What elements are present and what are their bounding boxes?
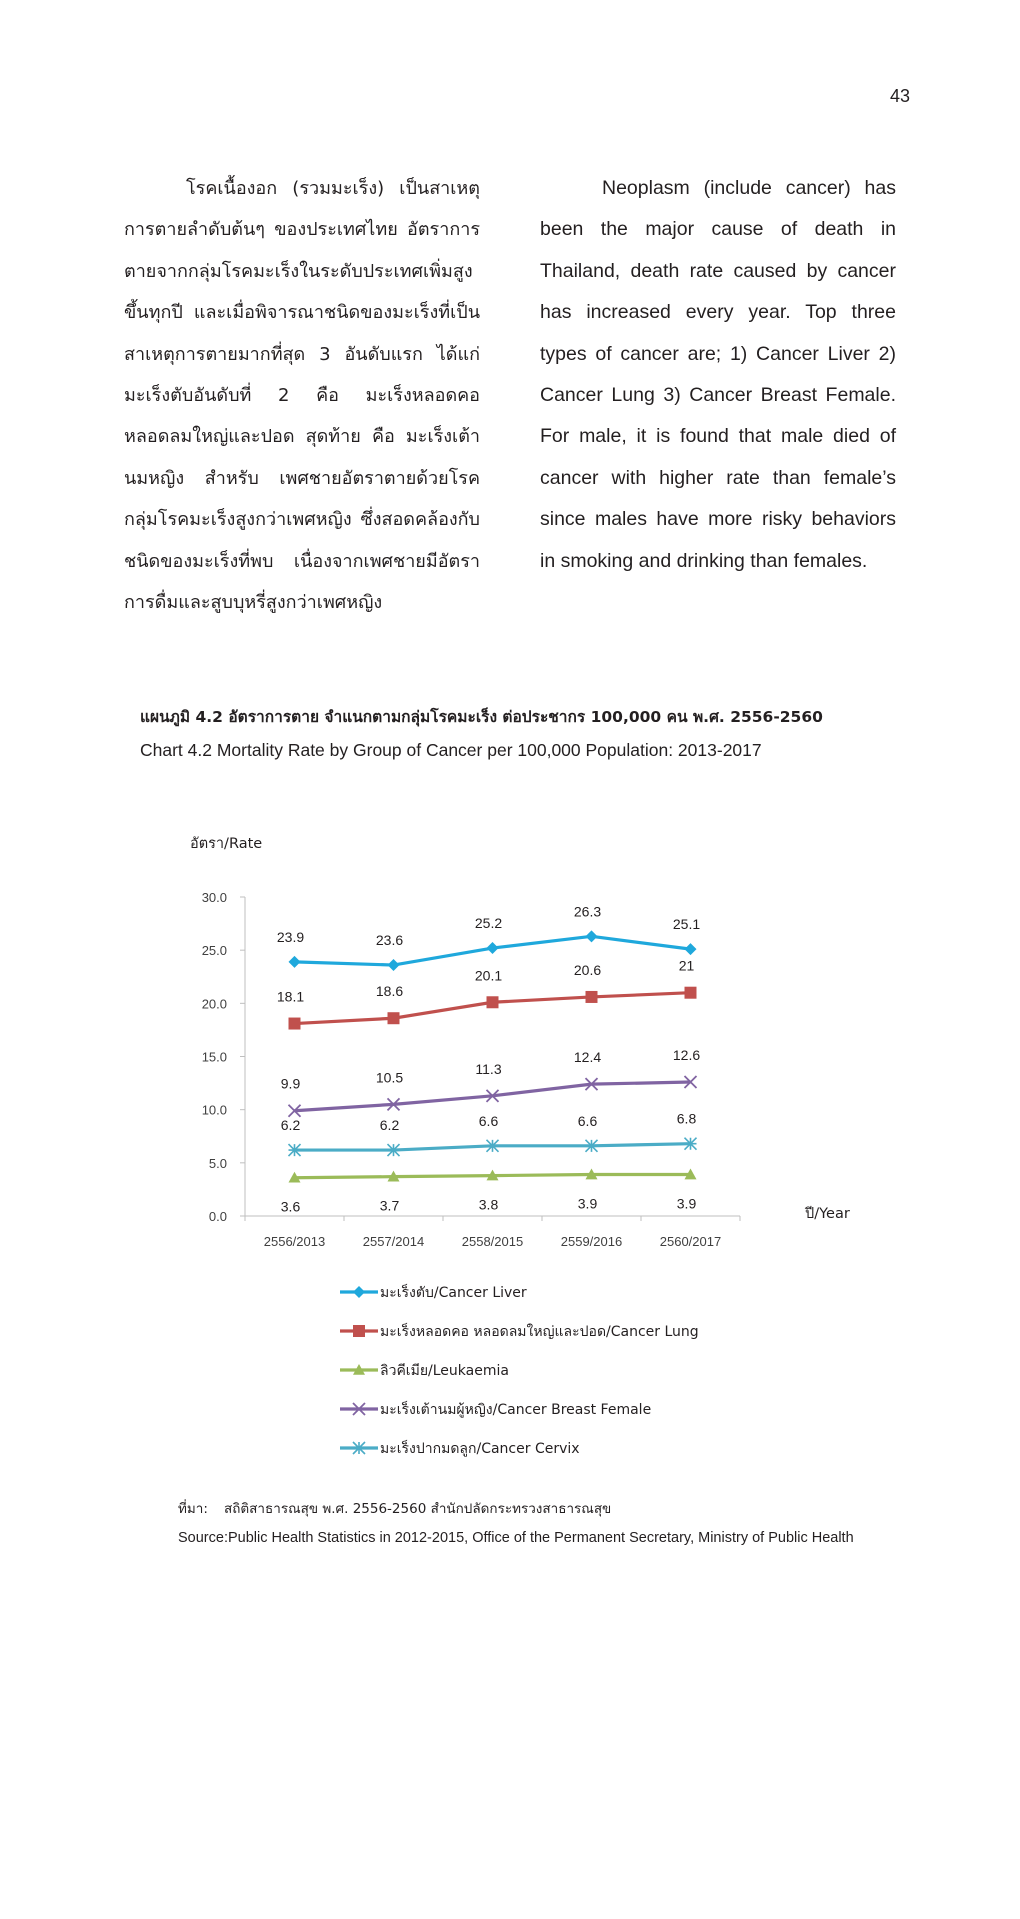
data-point-0-3 xyxy=(586,930,598,942)
legend-marker-1 xyxy=(353,1325,365,1337)
y-tick-label: 10.0 xyxy=(201,1102,227,1118)
english-paragraph: Neoplasm (include cancer) has been the major cause of death in Thailand, death rate caused by cancer has increased every year. Top three types of cancer are; 1) Cancer Liver 2) Cancer Lung 3) Cancer Breast Female. For male, it is found that male died of cancer with higher rate than female’s since males have more risky behaviors in smoking and drinking than females. xyxy=(540,177,896,572)
data-label-0-3: 26.3 xyxy=(573,903,602,920)
y-axis-title: อัตรา/Rate xyxy=(190,836,263,852)
data-label-4-3: 6.6 xyxy=(577,1112,598,1129)
data-point-4-1 xyxy=(388,1144,400,1156)
data-label-3-4: 12.6 xyxy=(672,1047,701,1064)
y-tick-label: 25.0 xyxy=(201,943,227,959)
y-tick-label: 30.0 xyxy=(201,890,227,905)
x-tick-label: 2560/2017 xyxy=(659,1234,722,1249)
data-label-0-1: 23.6 xyxy=(375,932,404,949)
data-point-1-4 xyxy=(685,987,697,999)
x-tick-label: 2556/2013 xyxy=(263,1234,326,1249)
legend-label-0: มะเร็งตับ/Cancer Liver xyxy=(380,1285,527,1301)
data-label-0-2: 25.2 xyxy=(474,915,503,932)
data-label-4-2: 6.6 xyxy=(478,1112,499,1129)
thai-paragraph: โรคเนื้องอก (รวมมะเร็ง) เป็นสาเหตุการตายลำดับต้นๆ ของประเทศไทย อัตราการตายจากกลุ่มโรคมะเร็งในระดับประเทศเพิ่มสูงขึ้นทุกปี และเมื่อพิจารณาชนิดของมะเร็งที่เป็นสาเหตุการตายมากที่สุด 3 อันดับแรก ได้แก่ มะเร็งตับอันดับที่ 2 คือ มะเร็งหลอดคอ หลอดลมใหญ่และปอด สุดท้าย คือ มะเร็งเต้านมหญิง สำหรับ เพศชายอัตราตายด้วยโรคกลุ่มโรคมะเร็งสูงกว่าเพศหญิง ซึ่งสอดคล้องกับชนิดของมะเร็งที่พบ เนื่องจากเพศชายมีอัตราการดื่มและสูบบุหรี่สูงกว่าเพศหญิง xyxy=(124,178,480,614)
data-label-3-3: 12.4 xyxy=(573,1049,602,1066)
data-label-1-0: 18.1 xyxy=(276,988,305,1005)
data-label-3-2: 11.3 xyxy=(475,1060,502,1077)
legend-label-3: มะเร็งเต้านมผู้หญิง/Cancer Breast Female xyxy=(380,1402,652,1418)
y-tick-label: 5.0 xyxy=(208,1155,227,1171)
data-label-0-4: 25.1 xyxy=(672,916,701,933)
legend-label-4: มะเร็งปากมดลูก/Cancer Cervix xyxy=(380,1441,580,1457)
data-point-4-3 xyxy=(586,1140,598,1152)
legend-marker-4 xyxy=(353,1442,365,1454)
data-label-4-4: 6.8 xyxy=(676,1110,697,1127)
source-thai-text: สถิติสาธารณสุข พ.ศ. 2556-2560 สำนักปลัดกระทรวงสาธารณสุข xyxy=(224,1501,612,1517)
data-point-0-2 xyxy=(487,942,499,954)
data-label-2-2: 3.8 xyxy=(478,1196,499,1213)
data-point-1-1 xyxy=(388,1012,400,1024)
data-label-0-0: 23.9 xyxy=(276,928,305,945)
data-label-1-4: 21 xyxy=(678,957,695,974)
data-label-1-3: 20.6 xyxy=(573,961,602,978)
chart-title-thai: แผนภูมิ 4.2 อัตราการตาย จำแนกตามกลุ่มโรคมะเร็ง ต่อประชากร 100,000 คน พ.ศ. 2556-2560 xyxy=(140,708,823,726)
legend-label-2: ลิวคีเมีย/Leukaemia xyxy=(380,1363,509,1379)
chart-title-english: Chart 4.2 Mortality Rate by Group of Cancer per 100,000 Population: 2013-2017 xyxy=(140,740,762,760)
data-point-1-0 xyxy=(289,1018,301,1030)
data-point-0-4 xyxy=(685,943,697,955)
data-label-2-0: 3.6 xyxy=(280,1198,301,1215)
x-tick-label: 2557/2014 xyxy=(362,1234,425,1249)
page-number: 43 xyxy=(889,86,910,106)
data-point-0-0 xyxy=(289,956,301,968)
data-point-1-2 xyxy=(487,996,499,1008)
data-point-4-4 xyxy=(685,1138,697,1150)
data-label-1-2: 20.1 xyxy=(474,967,503,984)
data-label-3-1: 10.5 xyxy=(375,1069,404,1086)
data-label-2-3: 3.9 xyxy=(577,1195,598,1212)
source-english: Source:Public Health Statistics in 2012-2015, Office of the Permanent Secretary, Ministry of Public Health xyxy=(178,1530,854,1546)
data-label-3-0: 9.9 xyxy=(280,1075,301,1092)
data-point-4-0 xyxy=(289,1144,301,1156)
legend-marker-0 xyxy=(353,1286,365,1298)
data-point-1-3 xyxy=(586,991,598,1003)
legend-label-1: มะเร็งหลอดคอ หลอดลมใหญ่และปอด/Cancer Lung xyxy=(380,1324,699,1340)
x-axis-title: ปี/Year xyxy=(805,1206,850,1222)
data-label-1-1: 18.6 xyxy=(375,983,404,1000)
source-label: ที่มา: xyxy=(178,1501,208,1517)
y-tick-label: 0.0 xyxy=(208,1209,227,1224)
data-point-0-1 xyxy=(388,959,400,971)
data-label-4-0: 6.2 xyxy=(280,1117,301,1134)
x-tick-label: 2559/2016 xyxy=(560,1234,623,1249)
data-point-4-2 xyxy=(487,1140,499,1152)
y-tick-label: 15.0 xyxy=(201,1049,227,1065)
data-label-2-1: 3.7 xyxy=(379,1197,400,1214)
source-thai xyxy=(178,1497,611,1519)
data-label-4-1: 6.2 xyxy=(379,1117,400,1134)
y-tick-label: 20.0 xyxy=(201,996,227,1012)
data-label-2-4: 3.9 xyxy=(676,1195,697,1212)
x-tick-label: 2558/2015 xyxy=(461,1234,524,1249)
